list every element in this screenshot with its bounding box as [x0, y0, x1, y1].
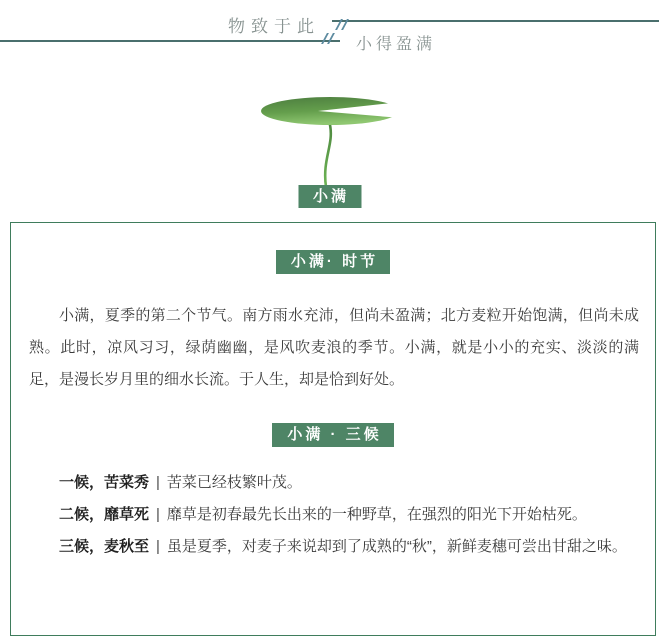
solar-term-badge: 小满: [298, 185, 361, 208]
phenology-item-desc: 虽是夏季，对麦子来说却到了成熟的“秋”，新鲜麦穗可尝出甘甜之味。: [166, 538, 627, 555]
phenology-list: [29, 467, 639, 563]
phenology-item-separator: |: [156, 474, 160, 491]
season-paragraph: 小满，夏季的第二个节气。南方雨水充沛，但尚未盈满；北方麦粒开始饱满，但尚未成熟。此时，凉风习习，绿荫幽幽，是风吹麦浪的季节。小满，就是小小的充实、淡淡的满足，是漫长岁月里的细水长流。于人生，却是恰到好处。: [29, 307, 639, 388]
phenology-item: [29, 467, 639, 499]
header-rule-left: [0, 40, 340, 42]
phenology-item-desc: 靡草是初春最先长出来的一种野草，在强烈的阳光下开始枯死。: [166, 506, 587, 523]
lotus-leaf-icon: [260, 87, 400, 192]
phenology-item-title: 二候，靡草死: [59, 506, 150, 523]
phenology-item-separator: |: [156, 538, 160, 555]
decorative-slashes-icon: [324, 33, 332, 44]
phenology-item-separator: |: [156, 506, 160, 523]
content-card: [10, 222, 656, 636]
phenology-item-title: 一候，苦菜秀: [59, 474, 150, 491]
header-motto-bottom: 小得盈满: [356, 36, 437, 53]
phenology-item-title: 三候，麦秋至: [59, 538, 150, 555]
header-rule-right: [332, 20, 659, 22]
decorative-slashes-icon: [338, 19, 346, 30]
header-motto-top: 物致于此: [228, 17, 320, 36]
section-badge-phenology: 小满 · 三候: [272, 423, 393, 447]
phenology-item: [29, 531, 639, 563]
section-badge-season: 小满· 时节: [276, 250, 390, 274]
phenology-item: [29, 499, 639, 531]
phenology-item-desc: 苦菜已经枝繁叶茂。: [166, 474, 302, 491]
